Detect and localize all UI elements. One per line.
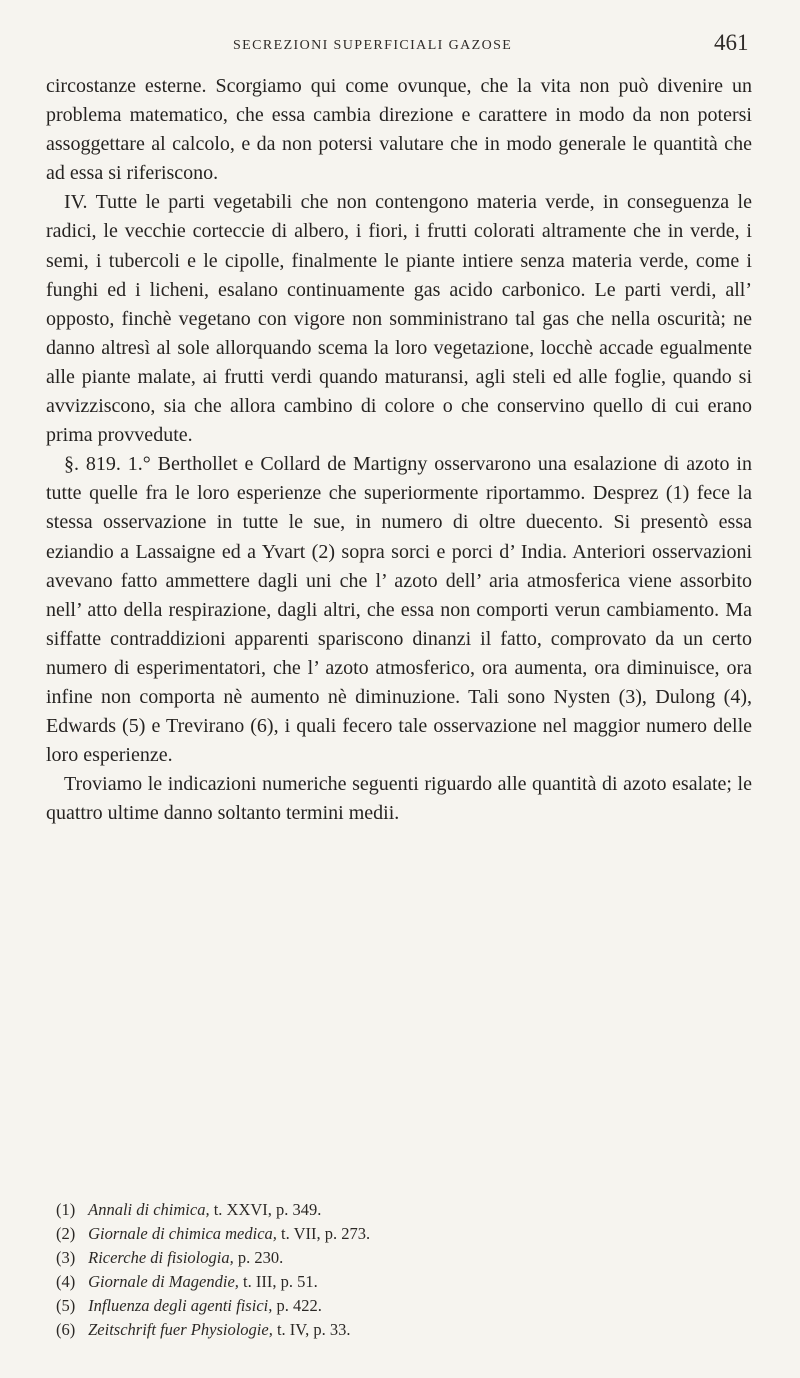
footnote-title: Zeitschrift fuer Physiologie,	[88, 1320, 273, 1340]
footnote-2	[56, 1222, 746, 1246]
footnote-reference: t. IV, p. 33.	[276, 1320, 351, 1340]
footnote-number: (5)	[56, 1296, 76, 1316]
footnote-1	[56, 1198, 746, 1222]
footnote-reference: t. III, p. 51.	[243, 1272, 318, 1292]
paragraph-iv: IV. Tutte le parti vegetabili che non contengono materia verde, in conseguenza le radici, le vecchie corteccie di albero, i fiori, i frutti colorati altramente che in verde, i semi, i tubercoli e le cipolle, finalmente le piante intiere senza materia verde, come i funghi ed i licheni, esalano continuamente gas acido carbonico. Le parti verdi, all’ opposto, finchè vegetano con vigore non somministrano tal gas che nella oscurità; ne danno altresì al sole allorquando scema la loro vegetazione, locchè accade egualmente alle piante malate, ai frutti verdi quando maturansi, agli steli ed alle foglie, quando si avvizziscono, sia che allora cambino di colore o che conservino quello di cui erano prima provvedute.	[46, 191, 752, 447]
paragraph-numeric-indications: Troviamo le indicazioni numeriche seguenti riguardo alle quantità di azoto esalate; le quattro ultime danno soltanto termini medii.	[46, 773, 752, 825]
footnote-5	[56, 1294, 746, 1318]
page-number: 461	[714, 30, 749, 55]
footnotes	[56, 1198, 746, 1343]
footnote-4	[56, 1270, 746, 1294]
footnote-3	[56, 1246, 746, 1270]
footnote-number: (6)	[56, 1320, 76, 1340]
paragraph-819: §. 819. 1.° Berthollet e Collard de Martigny osservarono una esalazione di azoto in tutte quelle fra le loro esperienze che superiormente riportammo. Desprez (1) fece la stessa osservazione in tutte le sue, in numero di oltre duecento. Si presentò essa eziandio a Lassaigne ed a Yvart (2) sopra sorci e porci d’ India. Anteriori osservazioni avevano fatto ammettere dagli uni che l’ azoto dell’ aria atmosferica viene assorbito nell’ atto della respirazione, dagli altri, che essa non comporti verun cambiamento. Ma siffatte contraddizioni apparenti spariscono dinanzi il fatto, comprovato da un certo numero di esperimentatori, che l’ azoto atmosferico, ora aumenta, ora diminuisce, ora infine non comporta nè aumento nè diminuzione. Tali sono Nysten (3), Dulong (4), Edwards (5) e Trevirano (6), i quali fecero tale osservazione nel maggior numero delle loro esperienze.	[46, 453, 752, 767]
footnote-reference: t. XXVI, p. 349.	[213, 1200, 322, 1219]
footnote-title: Giornale di Magendie,	[88, 1272, 239, 1292]
footnote-title: Ricerche di fisiologia,	[88, 1248, 234, 1268]
main-text	[46, 72, 752, 828]
paragraph-continuation: circostanze esterne. Scorgiamo qui come ovunque, che la vita non può divenire un problema matematico, che essa cambia direzione e carattere in modo da non potersi assoggettare al calcolo, e da non potersi valutare che in modo generale le quantità che ad essa si riferiscono.	[46, 75, 752, 185]
footnote-number: (4)	[56, 1272, 76, 1292]
footnote-number: (3)	[56, 1248, 76, 1268]
footnote-title: Annali di chimica,	[88, 1200, 210, 1219]
footnote-6	[56, 1318, 746, 1342]
footnote-reference: p. 422.	[276, 1296, 322, 1316]
footnote-reference: p. 230.	[237, 1248, 284, 1268]
footnote-title: Influenza degli agenti fisici,	[88, 1296, 273, 1316]
running-title: SECREZIONI SUPERFICIALI GAZOSE	[233, 38, 513, 53]
footnote-number: (1)	[56, 1200, 76, 1219]
footnote-reference: t. VII, p. 273.	[281, 1224, 371, 1244]
footnote-number: (2)	[56, 1224, 76, 1244]
footnote-title: Giornale di chimica medica,	[88, 1224, 277, 1244]
